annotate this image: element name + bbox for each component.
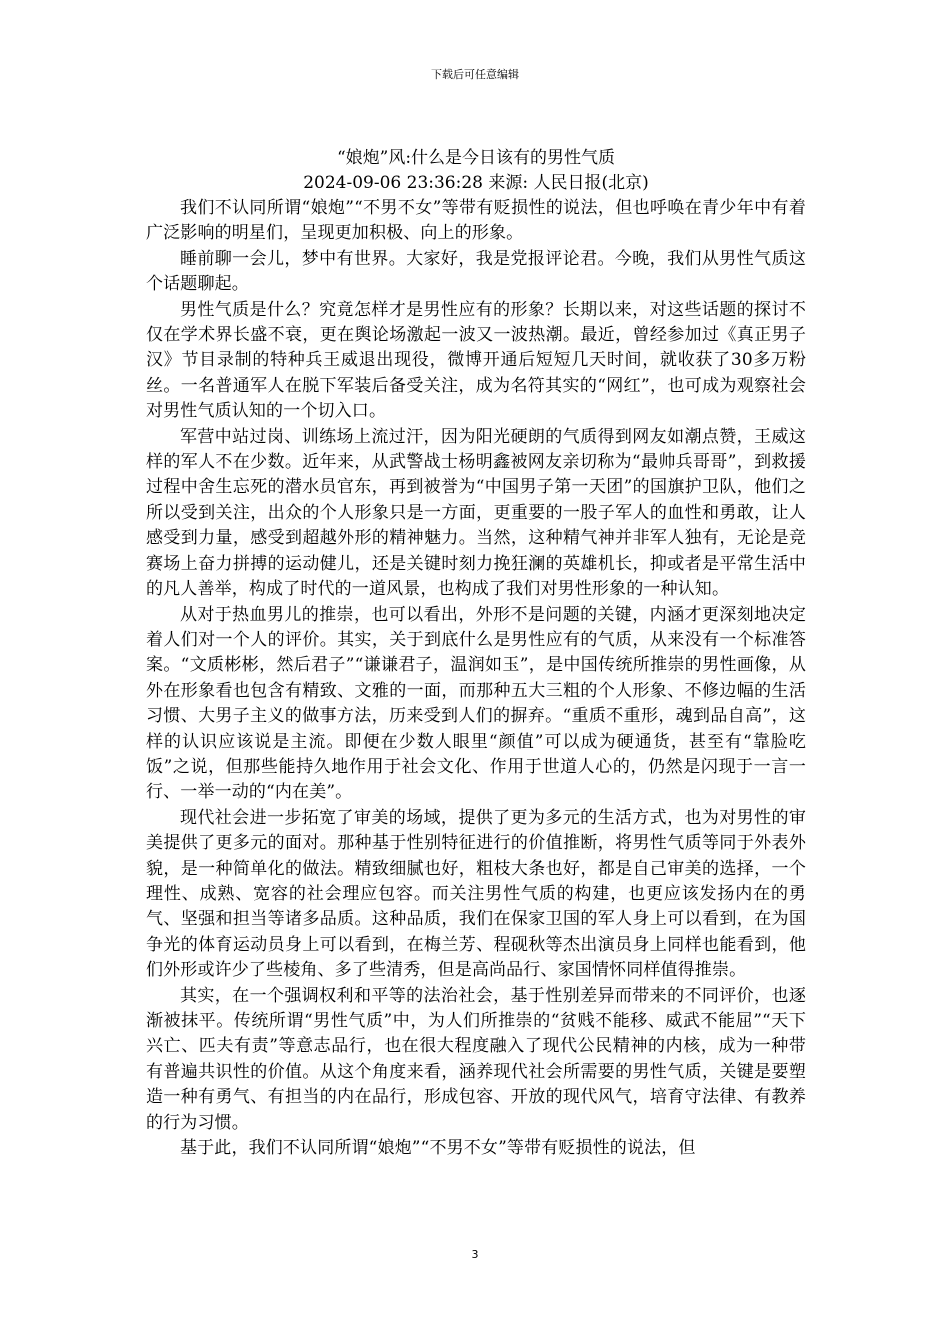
paragraph: 我们不认同所谓“娘炮”“不男不女”等带有贬损性的说法，但也呼唤在青少年中有着广泛影响的明星们，呈现更加积极、向上的形象。 (146, 198, 806, 244)
header-note: 下载后可任意编辑 (431, 68, 519, 81)
paragraph: 其实，在一个强调权利和平等的法治社会，基于性别差异而带来的不同评价，也逐渐被抹平。传统所谓“男性气质”中，为人们所推崇的“贫贱不能移、威武不能屈”“天下兴亡、匹夫有责”等意志品行，也在很大程度融入了现代公民精神的内核，成为一种带有普遍共识性的价值。从这个角度来看，涵养现代社会所需要的男性气质，关键是要塑造一种有勇气、有担当的内在品行，形成包容、开放的现代风气，培育守法律、有教养的行为习惯。 (146, 985, 806, 1133)
paragraph: 军营中站过岗、训练场上流过汗，因为阳光硬朗的气质得到网友如潮点赞，王威这样的军人不在少数。近年来，从武警战士杨明鑫被网友亲切称为“最帅兵哥哥”，到救援过程中舍生忘死的潜水员官东，再到被誉为“中国男子第一天团”的国旗护卫队，他们之所以受到关注，出众的个人形象只是一方面，更重要的一股子军人的血性和勇敢，让人感受到力量，感受到超越外形的精神魅力。当然，这种精气神并非军人独有，无论是竞赛场上奋力拼搏的运动健儿，还是关键时刻力挽狂澜的英雄机长，抑或者是平常生活中的凡人善举，构成了时代的一道风景，也构成了我们对男性形象的一种认知。 (146, 426, 806, 600)
article (146, 146, 806, 1161)
page-number: 3 (471, 1248, 479, 1261)
paragraph: 基于此，我们不认同所谓“娘炮”“不男不女”等带有贬损性的说法，但 (180, 1138, 696, 1159)
article-title: “娘炮”风:什么是今日该有的男性气质 (336, 148, 616, 168)
paragraph: 睡前聊一会儿，梦中有世界。大家好，我是党报评论君。今晚，我们从男性气质这个话题聊起。 (146, 248, 806, 295)
paragraph: 现代社会进一步拓宽了审美的场域，提供了更为多元的生活方式，也为对男性的审美提供了更多元的面对。那种基于性别特征进行的价值推断，将男性气质等同于外表外貌，是一种简单化的做法。精致细腻也好，粗枝大条也好，都是自己审美的选择，一个理性、成熟、宽容的社会理应包容。而关注男性气质的构建，也更应该发扬内在的勇气、坚强和担当等诸多品质。这种品质，我们在保家卫国的军人身上可以看到，在为国争光的体育运动员身上可以看到，在梅兰芳、程砚秋等杰出演员身上同样也能看到，他们外形或许少了些棱角、多了些清秀，但是高尚品行、家国情怀同样值得推崇。 (146, 807, 806, 981)
paragraph: 从对于热血男儿的推崇，也可以看出，外形不是问题的关键，内涵才更深刻地决定着人们对一个人的评价。其实，关于到底什么是男性应有的气质，从来没有一个标准答案。“文质彬彬，然后君子”“谦谦君子，温润如玉”，是中国传统所推崇的男性画像，从外在形象看也包含有精致、文雅的一面，而那种五大三粗的个人形象、不修边幅的生活习惯、大男子主义的做事方法，历来受到人们的摒弃。“重质不重形，魂到品自高”，这样的认识应该说是主流。即便在少数人眼里“颜值”可以成为硬通货，甚至有“靠脸吃饭”之说，但那些能持久地作用于社会文化、作用于世道人心的，仍然是闪现于一言一行、一举一动的“内在美”。 (146, 604, 806, 803)
paragraph: 男性气质是什么？究竟怎样才是男性应有的形象？长期以来，对这些话题的探讨不仅在学术界长盛不衰，更在舆论场激起一波又一波热潮。最近，曾经参加过《真正男子汉》节目录制的特种兵王威退出现役，微博开通后短短几天时间，就收获了30多万粉丝。一名普通军人在脱下军装后备受关注，成为名符其实的“网红”，也可成为观察社会对男性气质认知的一个切入口。 (146, 299, 806, 422)
article-meta: 2024-09-06 23:36:28 来源: 人民日报(北京) (303, 173, 649, 193)
